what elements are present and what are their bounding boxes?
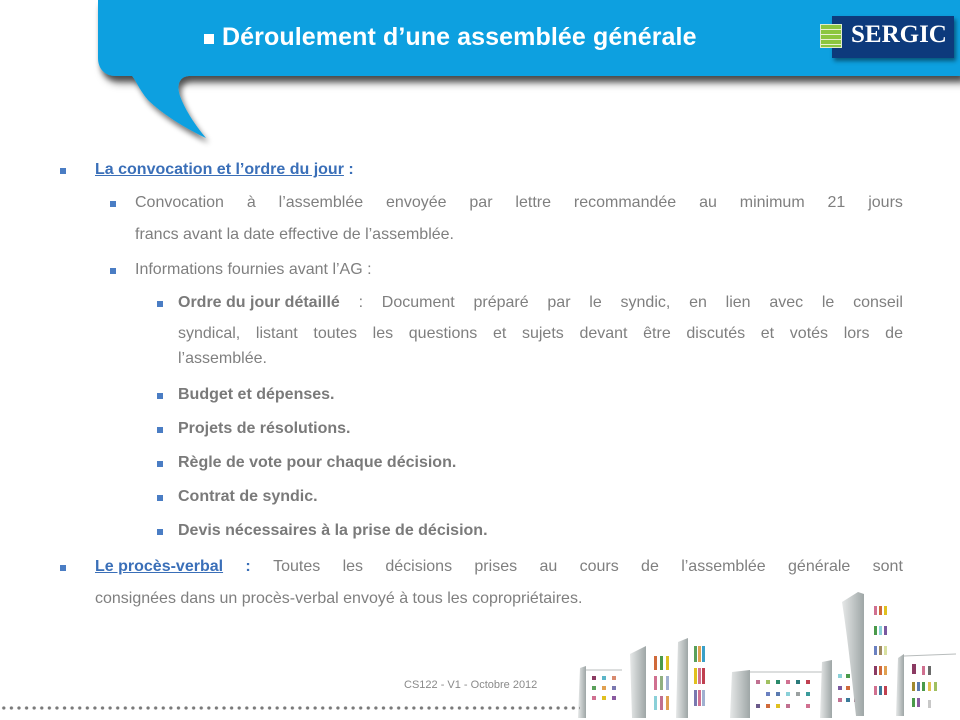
word: lettre (515, 194, 551, 211)
word: Convocation (135, 194, 224, 211)
proces-verbal-line-2: consignées dans un procès-verbal envoyé à tous les copropriétaires. (95, 590, 583, 607)
word: avec (769, 294, 804, 311)
square-bullet-icon (157, 301, 163, 307)
word: syndic, (620, 294, 671, 311)
word: questions (408, 325, 478, 342)
contrat-item: Contrat de syndic. (178, 488, 318, 505)
word: de (885, 325, 903, 342)
word: cours (579, 558, 619, 575)
word: sont (872, 558, 903, 575)
dotted-divider (0, 705, 580, 711)
word: le (821, 294, 835, 311)
word: Document (381, 294, 455, 311)
word: par (547, 294, 571, 311)
convocation-text-line-1 (135, 194, 903, 212)
word: jours (868, 194, 903, 211)
word: générale (788, 558, 851, 575)
square-bullet-icon (110, 201, 116, 207)
word: sujets (521, 325, 564, 342)
word: discutés (686, 325, 746, 342)
word: de (641, 558, 659, 575)
word: votés (789, 325, 829, 342)
ordre-du-jour-line-2 (178, 325, 903, 343)
ordre-du-jour-line-3: l’assemblée. (178, 350, 267, 367)
word: et (492, 325, 507, 342)
budget-item: Budget et dépenses. (178, 386, 335, 403)
ordre-du-jour-line-1 (178, 294, 903, 312)
proces-verbal-link[interactable]: Le procès-verbal (95, 558, 224, 575)
word: les (342, 558, 364, 575)
footer-reference: CS122 - V1 - Octobre 2012 (404, 679, 538, 691)
convocation-text-line-2: francs avant la date effective de l’assemblée. (135, 226, 454, 243)
word: prises (474, 558, 518, 575)
word: préparé (473, 294, 529, 311)
city-skyline-illustration (560, 580, 960, 720)
word: 21 (827, 194, 846, 211)
word: lors (843, 325, 870, 342)
word: les (372, 325, 394, 342)
word: au (539, 558, 558, 575)
page-title: Déroulement d’une assemblée générale (222, 23, 697, 51)
regle-vote-item: Règle de vote pour chaque décision. (178, 454, 457, 471)
square-bullet-icon (60, 168, 66, 174)
square-bullet-icon (157, 427, 163, 433)
word: l’assemblée (681, 558, 766, 575)
convocation-link[interactable]: La convocation et l’ordre du jour (95, 161, 344, 178)
word: recommandée (573, 194, 677, 211)
word: l’assemblée (278, 194, 364, 211)
square-bullet-icon (157, 495, 163, 501)
word: syndical, (178, 325, 241, 342)
logo-text: SERGIC (851, 21, 947, 48)
square-bullet-icon (110, 268, 116, 274)
word: par (469, 194, 493, 211)
devis-item: Devis nécessaires à la prise de décision. (178, 522, 488, 539)
word: toutes (313, 325, 357, 342)
word: lien (725, 294, 751, 311)
word: envoyée (386, 194, 447, 211)
word: décisions (385, 558, 453, 575)
word: en (689, 294, 707, 311)
square-bullet-icon (157, 529, 163, 535)
word: être (643, 325, 671, 342)
informations-heading: Informations fournies avant l’AG : (135, 261, 372, 278)
word: : (358, 294, 364, 311)
proces-verbal-line-1 (95, 558, 903, 576)
word: au (699, 194, 717, 211)
square-bullet-icon (60, 565, 66, 571)
colon: : (245, 558, 251, 575)
word: à (246, 194, 256, 211)
word: devant (579, 325, 628, 342)
section-heading-convocation: La convocation et l’ordre du jour : (95, 161, 354, 178)
word: listant (255, 325, 298, 342)
word: conseil (853, 294, 903, 311)
projets-item: Projets de résolutions. (178, 420, 351, 437)
word: et (760, 325, 775, 342)
square-bullet-icon (157, 461, 163, 467)
square-bullet-icon (157, 393, 163, 399)
word: minimum (739, 194, 805, 211)
word: Toutes (273, 558, 321, 575)
word: le (589, 294, 602, 311)
ordre-du-jour-label: Ordre du jour détaillé (178, 294, 340, 311)
